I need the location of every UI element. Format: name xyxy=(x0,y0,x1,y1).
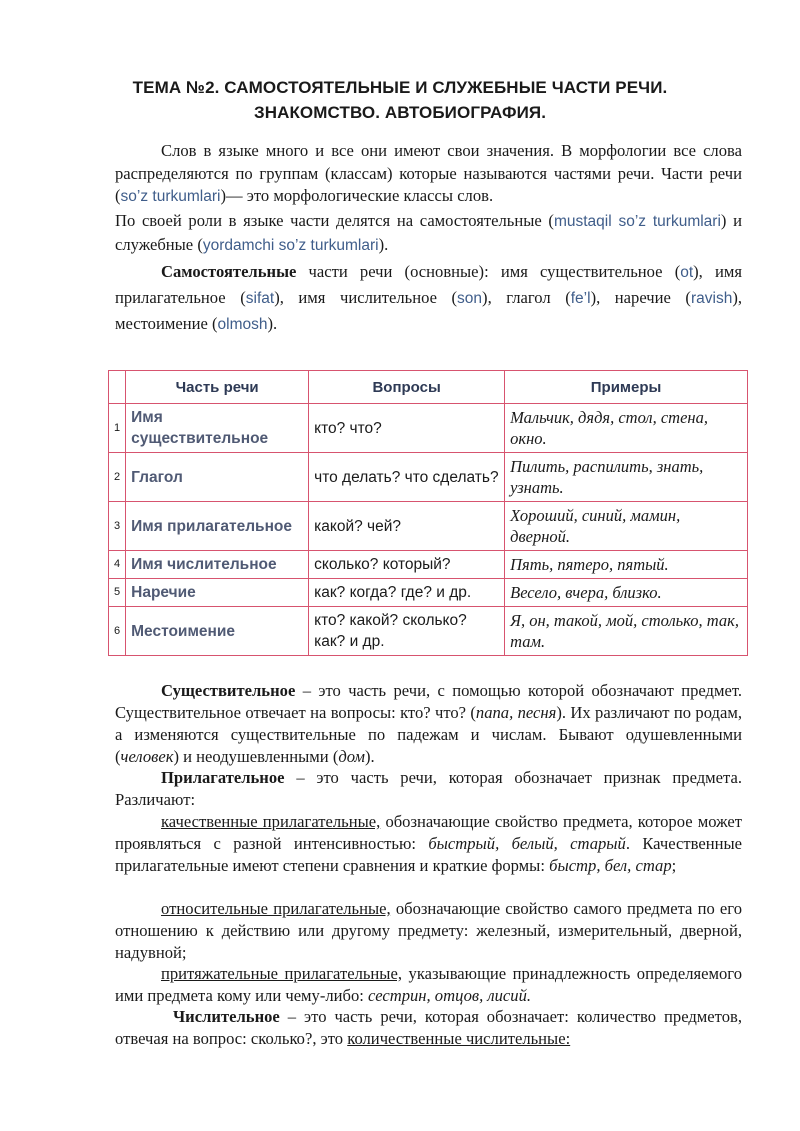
table-row xyxy=(109,607,748,656)
intro-paragraph-2: По своей роли в языке части делятся на самостоятельные (mustaqil so’z turkumlari) и служебные (yordamchi so’z turkumlari). xyxy=(115,211,742,254)
intro-paragraph-1: Слов в языке много и все они имеют свои значения. В морфологии все слова распределяются по группам (классам) которые называются частями речи. Части речи (so’z turkumlari)— это морфологические классы слов. xyxy=(115,141,742,205)
header-questions: Вопросы xyxy=(309,371,505,404)
part-questions: кто? какой? сколько? как? и др. xyxy=(309,607,505,656)
part-name: Имя числительное xyxy=(126,551,309,579)
intro-paragraph-3: Самостоятельные части речи (основные): имя существительное (ot), имя прилагательное (sifat), имя числительное (son), глагол (fe’l), наречие (ravish), местоимение (olmosh). xyxy=(115,262,743,333)
part-examples: Хороший, синий, мамин, дверной. xyxy=(505,502,748,551)
table-header-row xyxy=(109,371,748,404)
qualitative-adjectives: качественные прилагательные, обозначающие свойство предмета, которое может проявляться с разной интенсивностью: быстрый, белый, старый. Качественные прилагательные имеют степени сравнения и краткие формы: быстр, бел, стар; xyxy=(115,812,742,875)
page-subtitle: ЗНАКОМСТВО. АВТОБИОГРАФИЯ. xyxy=(253,103,547,122)
row-number: 5 xyxy=(109,579,126,607)
part-examples: Мальчик, дядя, стол, стена, окно. xyxy=(505,404,748,453)
part-questions: что делать? что сделать? xyxy=(309,453,505,502)
uzbek-term: mustaqil so’z turkumlari xyxy=(553,213,721,230)
relative-adjectives: относительные прилагательные, обозначающие свойство самого предмета по его отношению к действию или другому предмету: железный, измерительный, дверной, надувной; xyxy=(115,899,742,962)
possessive-adjectives: притяжательные прилагательные, указывающие принадлежность определяемого ими предмета кому или чему-либо: сестрин, отцов, лисий. xyxy=(115,964,742,1005)
table-row xyxy=(109,453,748,502)
part-questions: кто? что? xyxy=(309,404,505,453)
part-examples: Я, он, такой, мой, столько, так, там. xyxy=(505,607,748,656)
table-row xyxy=(109,579,748,607)
part-name: Глагол xyxy=(126,453,309,502)
header-examples: Примеры xyxy=(505,371,748,404)
part-questions: какой? чей? xyxy=(309,502,505,551)
header-num xyxy=(109,371,126,404)
part-name: Имя существительное xyxy=(126,404,309,453)
part-questions: сколько? который? xyxy=(309,551,505,579)
row-number: 6 xyxy=(109,607,126,656)
part-questions: как? когда? где? и др. xyxy=(309,579,505,607)
table-row xyxy=(109,502,748,551)
noun-paragraph: Существительное – это часть речи, с помощью которой обозначают предмет. Существительное отвечает на вопросы: кто? что? (папа, песня). Их различают по родам, а изменяются существительные по падежам и числам. Бывают одушевленными (человек) и неодушевленными (дом). xyxy=(115,681,742,766)
uzbek-term: yordamchi so’z turkumlari xyxy=(202,236,379,254)
part-name: Имя прилагательное xyxy=(126,502,309,551)
parts-of-speech-table xyxy=(108,370,748,656)
adjective-paragraph: Прилагательное – это часть речи, которая обозначает признак предмета. Различают: xyxy=(115,768,742,809)
row-number: 2 xyxy=(109,453,126,502)
header-part: Часть речи xyxy=(126,371,309,404)
part-name: Наречие xyxy=(126,579,309,607)
part-examples: Весело, вчера, близко. xyxy=(505,579,748,607)
part-examples: Пять, пятеро, пятый. xyxy=(505,551,748,579)
row-number: 4 xyxy=(109,551,126,579)
uzbek-term: so’z turkumlari xyxy=(120,188,221,205)
table-row xyxy=(109,404,748,453)
part-name: Местоимение xyxy=(126,607,309,656)
numeral-paragraph: Числительное – это часть речи, которая обозначает: количество предметов, отвечая на вопрос: сколько?, это количественные числительные: xyxy=(115,1007,742,1048)
row-number: 1 xyxy=(109,404,126,453)
part-examples: Пилить, распилить, знать, узнать. xyxy=(505,453,748,502)
table-row xyxy=(109,551,748,579)
page-title: ТЕМА №2. САМОСТОЯТЕЛЬНЫЕ И СЛУЖЕБНЫЕ ЧАСТИ РЕЧИ. xyxy=(132,78,668,97)
row-number: 3 xyxy=(109,502,126,551)
